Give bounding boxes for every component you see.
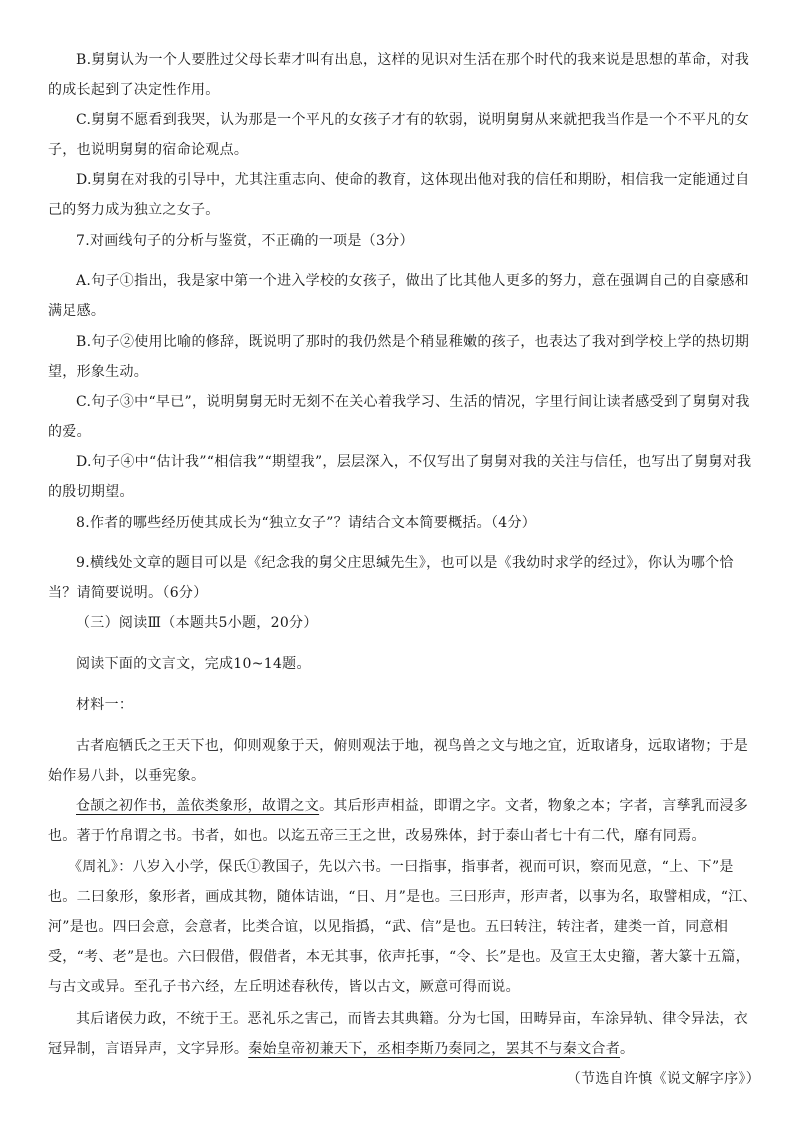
q7-stem: 7.对画线句子的分析与鉴赏，不正确的一项是（3分） bbox=[76, 233, 414, 249]
passage-paragraph-1: 古者庖牺氏之王天下也，仰则观象于天，俯则观法于地，视鸟兽之文与地之宜，近取诸身，远取诸物；于是始作易八卦，以垂宪象。 bbox=[48, 738, 749, 784]
q7-option-d: D.句子④中“估计我”“相信我”“期望我”，层层深入，不仅写出了舅舅对我的关注与信任，也写出了舅舅对我的殷切期望。 bbox=[48, 454, 752, 500]
passage-paragraph-3: 《周礼》：八岁入小学，保氏①教国子，先以六书。一曰指事，指事者，视而可识，察而见意，“上、下”是也。二曰象形，象形者，画成其物，随体诘诎，“日、月”是也。三曰形声，形声者，以事为名，取譬相成，“江、河”是也。四曰会意，会意者，比类合谊，以见指撝，“武、信”是也。五曰转注，转注者，建类一首，同意相受，“考、老”是也。六曰假借，假借者，本无其事，依声托事，“令、长”是也。及宣王太史籀，著大篆十五篇，与古文或异。至孔子书六经，左丘明述春秋传，皆以古文，厥意可得而说。 bbox=[48, 859, 757, 995]
paragraph-2-rest: 。其后形声相益，即谓之字。文者，物象之本；字者，言孳乳而浸多也。著于竹帛谓之书。书者，如也。以迄五帝三王之世，改易殊体，封于泰山者七十有二代，靡有同焉。 bbox=[48, 798, 749, 844]
section3-heading: （三）阅读Ⅲ（本题共5小题，20分） bbox=[76, 615, 318, 631]
q6-option-c: C.舅舅不愿看到我哭，认为那是一个平凡的女孩子才有的软弱，说明舅舅从来就把我当作是一个不平凡的女子，也说明舅舅的宿命论观点。 bbox=[48, 112, 750, 158]
q8-question: 8.作者的哪些经历使其成长为“独立女子”？请结合文本简要概括。（4分） bbox=[76, 515, 537, 531]
q7-option-b: B.句子②使用比喻的修辞，既说明了那时的我仍然是个稍显稚嫩的孩子，也表达了我对到学校上学的热切期望，形象生动。 bbox=[48, 334, 750, 380]
source-citation: （节选自许慎《说文解字序》） bbox=[566, 1071, 760, 1087]
q7-option-c: C.句子③中“早已”，说明舅舅无时无刻不在关心着我学习、生活的情况，字里行间让读者感受到了舅舅对我的爱。 bbox=[48, 394, 750, 440]
passage-paragraph-2 bbox=[48, 791, 760, 851]
section3-instruction: 阅读下面的文言文，完成10~14题。 bbox=[76, 656, 311, 672]
underlined-sentence-1: 仓颉之初作书，盖依类象形，故谓之文 bbox=[76, 798, 320, 814]
underlined-sentence-2: 秦始皇帝初兼天下，丞相李斯乃奏同之，罢其不与秦文合者 bbox=[248, 1041, 621, 1057]
q9-question: 9.横线处文章的题目可以是《纪念我的舅父庄思缄先生》，也可以是《我幼时求学的经过》，你认为哪个恰当？请简要说明。（6分） bbox=[48, 555, 734, 601]
q7-option-a: A.句子①指出，我是家中第一个进入学校的女孩子，做出了比其他人更多的努力，意在强调自己的自豪感和满足感。 bbox=[48, 273, 749, 319]
q6-option-b: B.舅舅认为一个人要胜过父母长辈才叫有出息，这样的见识对生活在那个时代的我来说是思想的革命，对我的成长起到了决定性作用。 bbox=[48, 52, 750, 98]
q6-option-d: D.舅舅在对我的引导中，尤其注重志向、使命的教育，这体现出他对我的信任和期盼，相信我一定能通过自己的努力成为独立之女子。 bbox=[48, 172, 750, 218]
paragraph-4-start: 其后诸侯力政，不统于王。恶礼乐之害己，而皆去其典籍。分为七国，田畴异亩，车涂异轨、律令异法，衣冠异制，言语异声，文字异形。 bbox=[48, 1011, 749, 1057]
paragraph-4-end: 。 bbox=[620, 1041, 635, 1057]
passage-paragraph-4 bbox=[48, 1004, 760, 1064]
material-one-label: 材料一： bbox=[76, 697, 134, 713]
